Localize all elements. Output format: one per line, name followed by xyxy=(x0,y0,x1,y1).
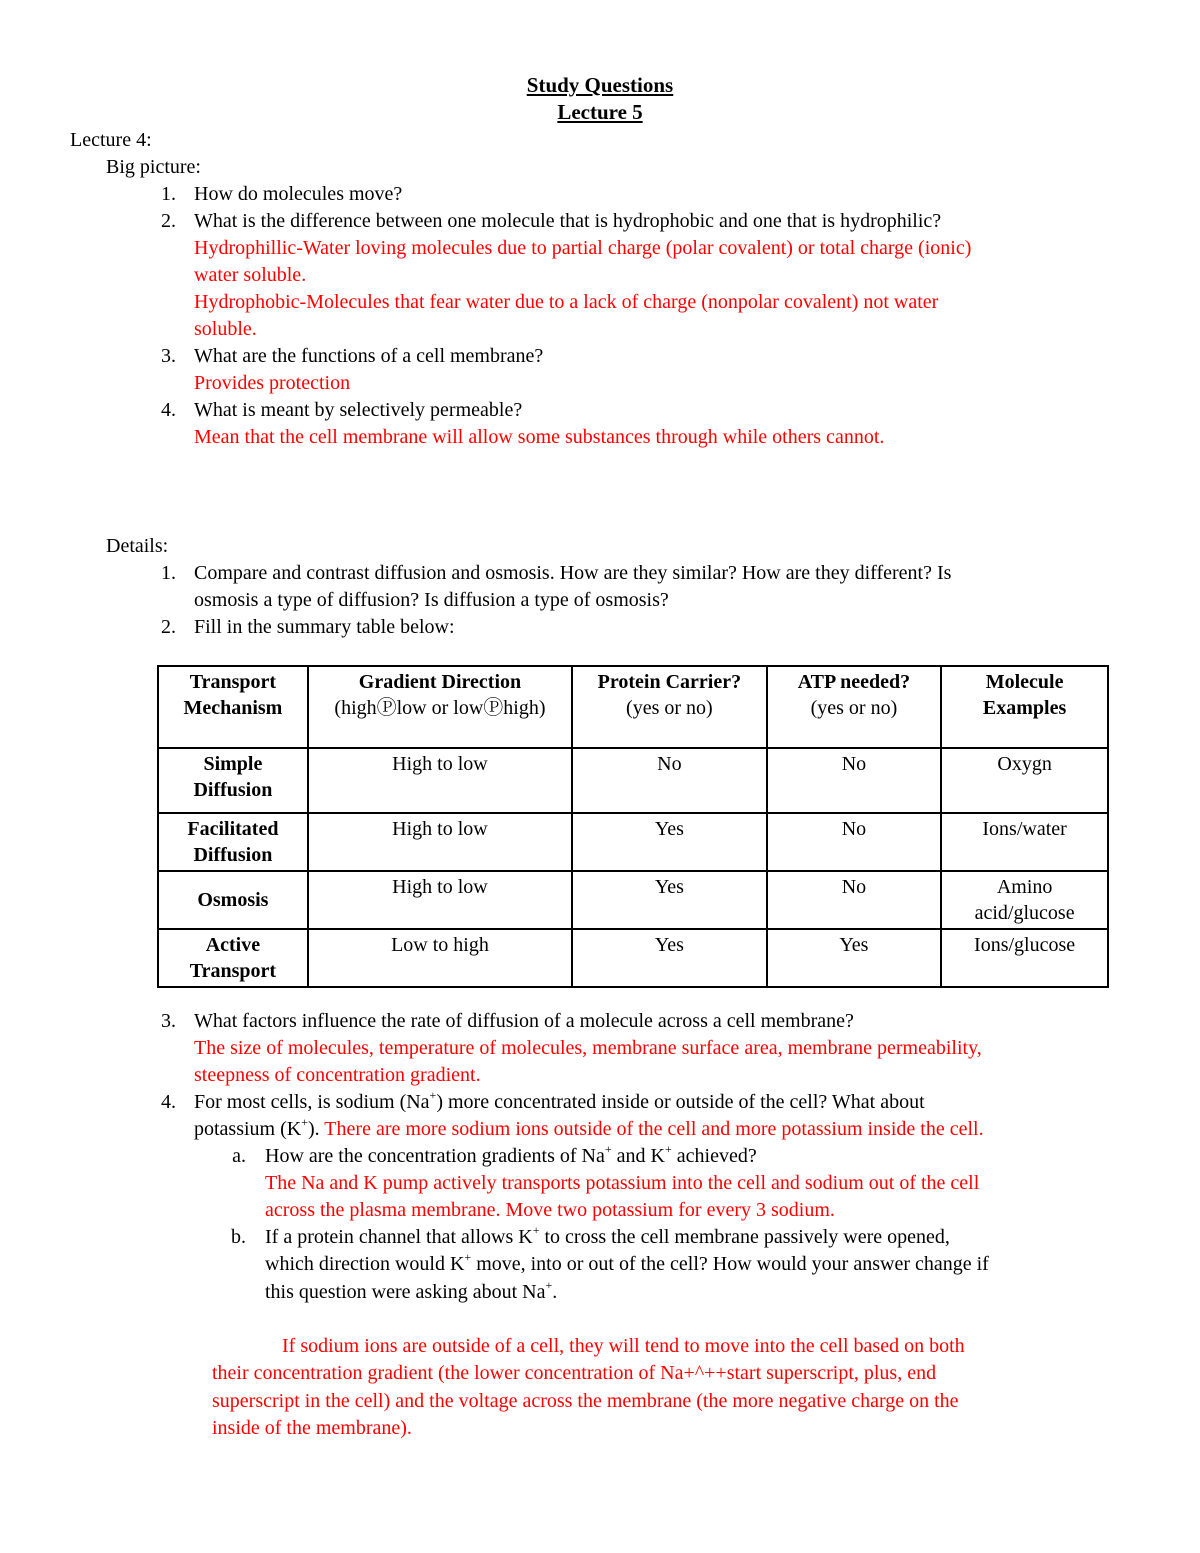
row-header-cell: Osmosis xyxy=(158,871,308,929)
section-label-big-picture: Big picture: xyxy=(106,156,201,178)
table-cell: Yes xyxy=(767,929,942,987)
table-cell: Oxygn xyxy=(941,748,1108,813)
header-title: Molecule Examples xyxy=(982,671,1067,719)
list-number: 3. xyxy=(161,345,176,367)
section-label-details: Details: xyxy=(106,535,169,557)
table-cell: Yes xyxy=(572,929,767,987)
table-cell: Ions/glucose xyxy=(941,929,1108,987)
answer-text: If sodium ions are outside of a cell, they will tend to move into the cell based on both xyxy=(282,1335,965,1357)
question-text: What are the functions of a cell membrane? xyxy=(194,345,544,367)
table-cell: High to low xyxy=(308,871,572,929)
row-header-cell: Active Transport xyxy=(158,929,308,987)
header-title: ATP needed? xyxy=(797,671,911,693)
page-title: Study Questions xyxy=(526,73,674,97)
answer-text: superscript in the cell) and the voltage across the membrane (the more negative charge on the xyxy=(212,1390,959,1412)
table-header-cell xyxy=(767,666,942,748)
table-row xyxy=(158,929,1108,987)
list-number: 4. xyxy=(161,1091,176,1113)
list-letter: b. xyxy=(231,1226,246,1248)
answer-text: soluble. xyxy=(194,318,257,340)
list-number: 3. xyxy=(161,1010,176,1032)
question-text: this question were asking about Na+. xyxy=(265,1278,558,1303)
table-cell: No xyxy=(767,813,942,871)
answer-text: steepness of concentration gradient. xyxy=(194,1064,481,1086)
table-cell: Ions/water xyxy=(941,813,1108,871)
answer-text: The Na and K pump actively transports potassium into the cell and sodium out of the cell xyxy=(265,1172,980,1194)
question-text: If a protein channel that allows K+ to cross the cell membrane passively were opened, xyxy=(265,1223,950,1248)
answer-text: across the plasma membrane. Move two potassium for every 3 sodium. xyxy=(265,1199,835,1221)
table-header-cell xyxy=(941,666,1108,748)
table-header-row xyxy=(158,666,1108,748)
question-text: Compare and contrast diffusion and osmosis. How are they similar? How are they different? Is xyxy=(194,562,952,584)
header-title: Protein Carrier? xyxy=(597,671,742,693)
answer-text: water soluble. xyxy=(194,264,307,286)
table-row xyxy=(158,871,1108,929)
row-header-cell: Simple Diffusion xyxy=(158,748,308,813)
table-header-cell xyxy=(308,666,572,748)
table-cell: No xyxy=(767,871,942,929)
question-text: which direction would K+ move, into or out of the cell? How would your answer change if xyxy=(265,1250,989,1275)
question-text: What is meant by selectively permeable? xyxy=(194,399,523,421)
answer-text: Hydrophobic-Molecules that fear water due to a lack of charge (nonpolar covalent) not water xyxy=(194,291,939,313)
table-cell: High to low xyxy=(308,813,572,871)
table-cell: Low to high xyxy=(308,929,572,987)
header-title: Transport Mechanism xyxy=(183,671,283,719)
answer-text: The size of molecules, temperature of molecules, membrane surface area, membrane permeability, xyxy=(194,1037,982,1059)
question-text: For most cells, is sodium (Na+) more concentrated inside or outside of the cell? What about xyxy=(194,1088,925,1113)
table-cell: No xyxy=(572,748,767,813)
answer-text: inside of the membrane). xyxy=(212,1417,412,1439)
table-header-cell xyxy=(158,666,308,748)
page-subtitle: Lecture 5 xyxy=(557,100,643,124)
header-subtitle: (highⓅlow or lowⓅhigh) xyxy=(334,697,546,719)
table-cell: Amino acid/glucose xyxy=(941,871,1108,929)
answer-text: There are more sodium ions outside of the cell and more potassium inside the cell. xyxy=(319,1118,984,1140)
question-text: potassium (K+). There are more sodium ions outside of the cell and more potassium inside the cell. xyxy=(194,1115,984,1140)
table-cell: No xyxy=(767,748,942,813)
question-text: Fill in the summary table below: xyxy=(194,616,455,638)
list-letter: a. xyxy=(232,1145,246,1167)
table-cell: Yes xyxy=(572,871,767,929)
header-subtitle: (yes or no) xyxy=(626,697,713,719)
answer-text: Mean that the cell membrane will allow some substances through while others cannot. xyxy=(194,426,885,448)
section-label-lecture4: Lecture 4: xyxy=(70,129,152,151)
list-number: 2. xyxy=(161,616,176,638)
question-text: How are the concentration gradients of Na+ and K+ achieved? xyxy=(265,1142,757,1167)
row-header-cell: Facilitated Diffusion xyxy=(158,813,308,871)
table-row xyxy=(158,748,1108,813)
answer-text: Hydrophillic-Water loving molecules due to partial charge (polar covalent) or total charge (ionic) xyxy=(194,237,972,259)
table-row xyxy=(158,813,1108,871)
list-number: 2. xyxy=(161,210,176,232)
list-number: 1. xyxy=(161,183,176,205)
question-text: How do molecules move? xyxy=(194,183,403,205)
header-subtitle: (yes or no) xyxy=(810,697,898,719)
list-number: 1. xyxy=(161,562,176,584)
answer-text: Provides protection xyxy=(194,372,351,394)
question-text: What factors influence the rate of diffusion of a molecule across a cell membrane? xyxy=(194,1010,854,1032)
table-cell: High to low xyxy=(308,748,572,813)
question-text: What is the difference between one molecule that is hydrophobic and one that is hydrophilic? xyxy=(194,210,942,232)
header-title: Gradient Direction xyxy=(358,671,522,693)
list-number: 4. xyxy=(161,399,176,421)
table-header-cell xyxy=(572,666,767,748)
answer-text: their concentration gradient (the lower concentration of Na+^++start superscript, plus, end xyxy=(212,1362,937,1384)
table-cell: Yes xyxy=(572,813,767,871)
question-text: osmosis a type of diffusion? Is diffusion a type of osmosis? xyxy=(194,589,669,611)
summary-table xyxy=(157,665,1109,988)
